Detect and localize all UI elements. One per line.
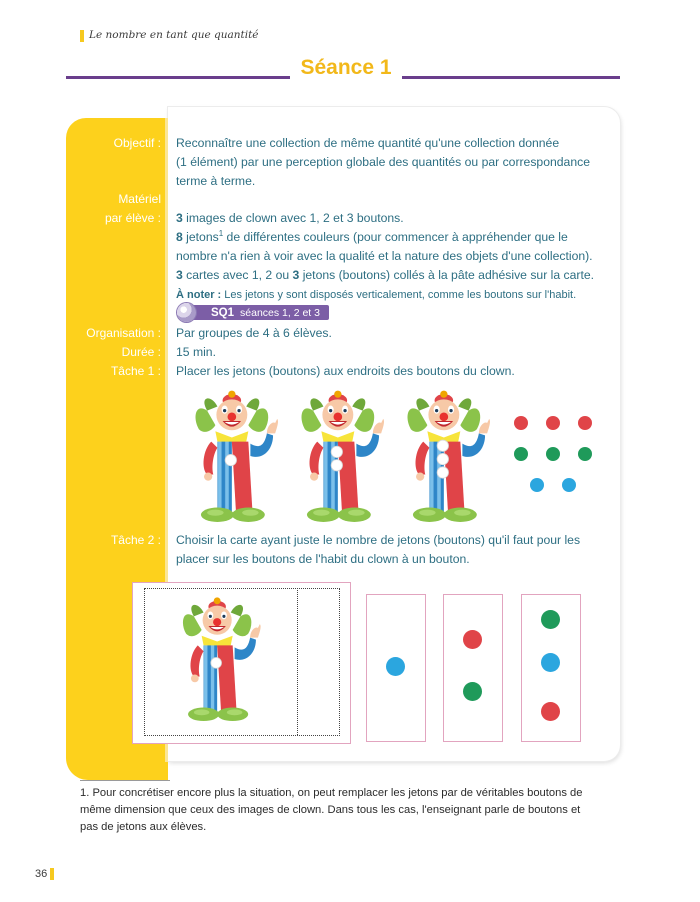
note-line: À noter : Les jetons y sont disposés verticalement, comme les boutons sur l'habit. (176, 289, 577, 301)
note-label: À noter : (176, 289, 222, 301)
page-title: Séance 1 (300, 56, 392, 79)
clown-two-buttons (298, 388, 388, 524)
card-token-blue (386, 657, 405, 676)
footnote-ref: 1 (218, 228, 224, 238)
token-green (578, 447, 592, 461)
clown-button (437, 440, 448, 451)
token-red (514, 416, 528, 430)
objectif-line-1: Reconnaître une collection de même quantité qu'une collection donnée (176, 136, 560, 150)
duree-text: 15 min. (176, 345, 216, 359)
materiel-line-4: 3 cartes avec 1, 2 ou 3 jetons (boutons) collés à la pâte adhésive sur la carte. (176, 268, 595, 282)
materiel-count: 3 (176, 211, 183, 225)
label-tache2: Tâche 2 : (110, 533, 161, 547)
tache2-line-2: placer sur les boutons de l'habit du clown à un bouton. (176, 552, 470, 566)
card-token-blue (541, 653, 560, 672)
page-marker (50, 868, 54, 880)
token-red (546, 416, 560, 430)
clown-one-button (192, 388, 282, 524)
materiel-line-3: nombre n'a rien à voir avec la qualité et la nature des objets d'une collection). (176, 249, 593, 263)
card-token-green (463, 682, 482, 701)
card-token-red (541, 702, 560, 721)
card-two-tokens (443, 594, 503, 742)
clown-button (211, 658, 222, 669)
clown-button (331, 460, 342, 471)
card-token-red (463, 630, 482, 649)
footnote-line-1: 1. Pour concrétiser encore plus la situation, on peut remplacer les jetons par de véritables boutons de (80, 787, 583, 799)
cd-icon (177, 303, 196, 322)
label-duree: Durée : (121, 345, 161, 359)
label-tache1: Tâche 1 : (110, 364, 161, 378)
page-number: 36 (35, 868, 48, 880)
sq-ref: séances 1, 2 et 3 (240, 306, 320, 319)
label-par-eleve: par élève : (104, 211, 161, 225)
card-token-green (541, 610, 560, 629)
clown-button (331, 446, 342, 457)
footnote-rule (80, 780, 170, 781)
clown-button (437, 467, 448, 478)
clown-buttons (437, 440, 448, 478)
sq-code: SQ1 (211, 306, 235, 319)
objectif-line-3: terme à terme. (176, 174, 256, 188)
materiel-line-1: 3 images de clown avec 1, 2 et 3 boutons. (176, 211, 404, 225)
clown-button (225, 454, 236, 465)
token-red (578, 416, 592, 430)
clown-button (437, 453, 448, 464)
clown-buttons (225, 454, 236, 465)
tache1-text: Placer les jetons (boutons) aux endroits des boutons du clown. (176, 364, 515, 378)
footnote-line-3: pas de jetons aux élèves. (80, 821, 207, 833)
token-blue (562, 478, 576, 492)
objectif-line-2: (1 élément) par une perception globale des quantités ou par correspondance (176, 155, 590, 169)
token-blue (530, 478, 544, 492)
footnote (80, 785, 636, 836)
tache2-line-1: Choisir la carte ayant juste le nombre de jetons (boutons) qu'il faut pour les (176, 533, 581, 547)
label-objectif: Objectif : (113, 136, 161, 150)
footnote-line-2: même dimension que ceux des images de clown. Dans tous les cas, l'enseignant parle de boutons et (80, 804, 581, 816)
chapter-title: Le nombre en tant que quantité (89, 29, 259, 41)
clown-three-buttons (404, 388, 494, 524)
token-green (546, 447, 560, 461)
sq-badge (191, 305, 329, 320)
chapter-marker (80, 30, 84, 42)
organisation-text: Par groupes de 4 à 6 élèves. (176, 326, 332, 340)
materiel-line-2: 8 jetons$^1$ de différentes couleurs (pour commencer à appréhender que le (176, 228, 568, 244)
title-rule-left (66, 76, 290, 79)
cut-line (297, 588, 298, 735)
clown-single-button (180, 595, 264, 723)
title-rule-right (402, 76, 620, 79)
label-materiel: Matériel (118, 192, 161, 206)
clown-buttons (211, 658, 222, 669)
token-green (514, 447, 528, 461)
label-organisation: Organisation : (86, 326, 161, 340)
